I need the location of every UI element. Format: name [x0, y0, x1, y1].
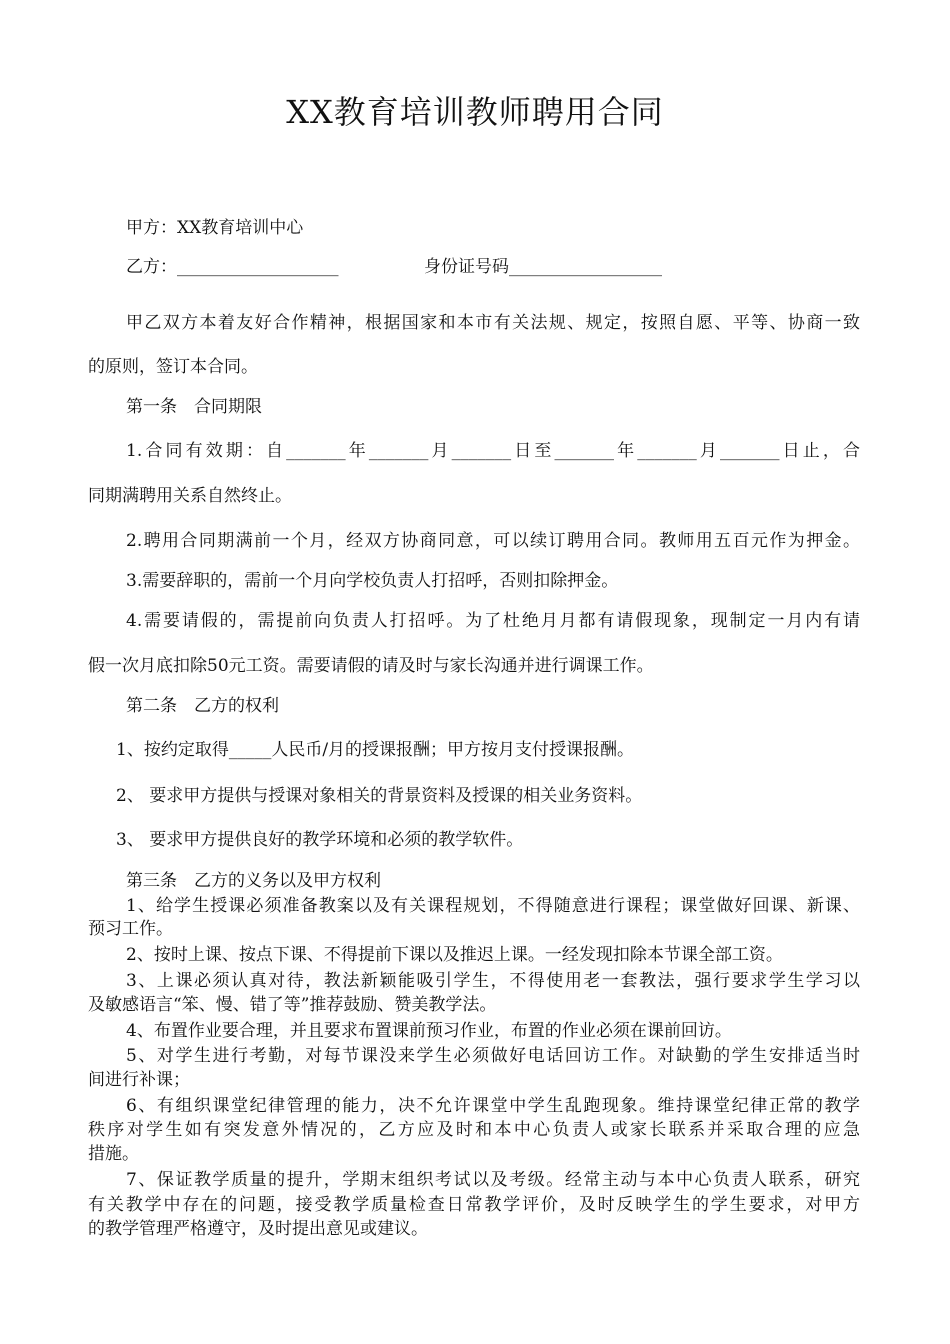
article-3-item-7-line-1: 7、保证教学质量的提升，学期末组织考试以及考级。经常主动与本中心负责人联系，研究 — [126, 1170, 860, 1190]
article-3-item-5-line-1: 5、对学生进行考勤，对每节课没来学生必须做好电话回访工作。对缺勤的学生安排适当时 — [126, 1046, 860, 1066]
party-b-line: 乙方：___________________ — [126, 257, 339, 277]
article-1-item-4-line-1: 4.需要请假的，需提前向负责人打招呼。为了杜绝月月都有请假现象，现制定一月内有请 — [126, 611, 860, 631]
article-2-item-3: 3、 要求甲方提供良好的教学环境和必须的教学软件。 — [116, 830, 524, 850]
intro-line-2: 的原则，签订本合同。 — [88, 357, 258, 377]
article-3-item-1-line-1: 1、给学生授课必须准备教案以及有关课程规划，不得随意进行课程；课堂做好回课、新课、 — [126, 896, 860, 916]
party-a-line: 甲方：XX教育培训中心 — [126, 218, 304, 238]
article-3-item-6-line-1: 6、有组织课堂纪律管理的能力，决不允许课堂中学生乱跑现象。维持课堂纪律正常的教学 — [126, 1096, 860, 1116]
article-3-item-7-line-2: 有关教学中存在的问题，接受教学质量检查日常教学评价，及时反映学生的学生要求，对甲方 — [88, 1195, 860, 1215]
article-3-item-6-line-2: 秩序对学生如有突发意外情况的，乙方应及时和本中心负责人或家长联系并采取合理的应急 — [88, 1120, 860, 1140]
article-2-heading: 第二条 乙方的权利 — [126, 696, 279, 716]
article-3-item-6-line-3: 措施。 — [88, 1144, 139, 1164]
article-2-item-1: 1、按约定取得_____人民币/月的授课报酬；甲方按月支付授课报酬。 — [116, 740, 635, 760]
article-1-item-3: 3.需要辞职的，需前一个月向学校负责人打招呼，否则扣除押金。 — [126, 571, 619, 591]
article-3-item-3-line-2: 及敏感语言“笨、慢、错了等”推荐鼓励、赞美教学法。 — [88, 995, 497, 1015]
article-1-item-1-line-1: 1.合同有效期：自_______年_______月_______日至_______年_______月_______日止，合 — [126, 441, 860, 461]
article-3-item-3-line-1: 3、上课必须认真对待，教法新颖能吸引学生，不得使用老一套教法，强行要求学生学习以 — [126, 971, 860, 991]
intro-line-1: 甲乙双方本着友好合作精神，根据国家和本市有关法规、规定，按照自愿、平等、协商一致 — [126, 313, 860, 333]
article-1-item-1-line-2: 同期满聘用关系自然终止。 — [88, 486, 292, 506]
document-title: XX教育培训教师聘用合同 — [286, 93, 664, 131]
article-1-item-4-line-2: 假一次月底扣除50元工资。需要请假的请及时与家长沟通并进行调课工作。 — [88, 656, 654, 676]
article-1-heading: 第一条 合同期限 — [126, 397, 262, 417]
article-3-item-1-line-2: 预习工作。 — [88, 919, 173, 939]
article-3-item-7-line-3: 的教学管理严格遵守，及时提出意见或建议。 — [88, 1219, 428, 1239]
article-3-item-4: 4、布置作业要合理，并且要求布置课前预习作业，布置的作业必须在课前回访。 — [126, 1021, 732, 1041]
article-1-item-2: 2.聘用合同期满前一个月，经双方协商同意，可以续订聘用合同。教师用五百元作为押金。 — [126, 531, 860, 551]
article-3-item-5-line-2: 间进行补课； — [88, 1070, 190, 1090]
article-3-item-2: 2、按时上课、按点下课、不得提前下课以及推迟上课。一经发现扣除本节课全部工资。 — [126, 945, 783, 965]
article-3-heading: 第三条 乙方的义务以及甲方权利 — [126, 871, 381, 891]
id-number-line: 身份证号码__________________ — [424, 257, 662, 277]
article-2-item-2: 2、 要求甲方提供与授课对象相关的背景资料及授课的相关业务资料。 — [116, 786, 643, 806]
